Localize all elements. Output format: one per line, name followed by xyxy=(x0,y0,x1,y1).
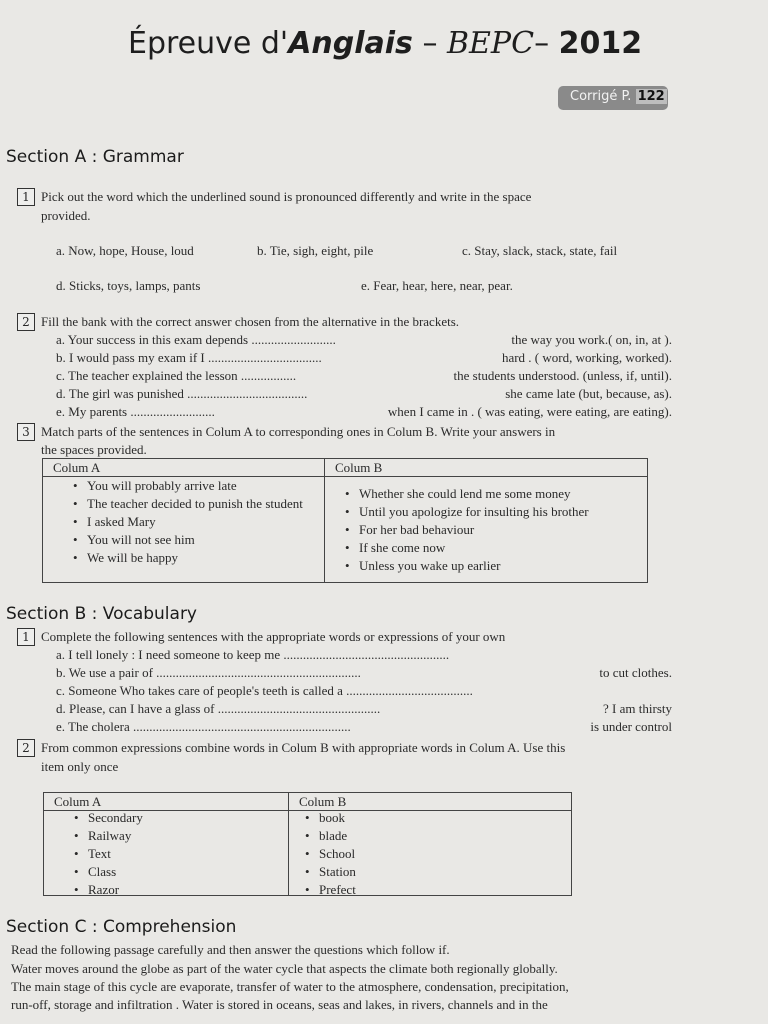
question-number-a2: 2 xyxy=(17,313,35,331)
question-b2-text-cont: item only once xyxy=(41,759,119,774)
question-a2-text: Fill the bank with the correct answer chosen from the alternative in the brackets. xyxy=(41,314,460,329)
matching-table-a3 xyxy=(42,458,648,583)
question-b1-items xyxy=(56,646,672,736)
section-a-title: Section A : Grammar xyxy=(6,147,184,167)
list-item: • Prefect xyxy=(305,881,567,899)
list-item: d. The girl was punished ..................................... she came late (but, because, as). xyxy=(56,386,672,401)
column-a-cells xyxy=(43,477,325,582)
list-item: • Station xyxy=(305,863,567,881)
section-b-title: Section B : Vocabulary xyxy=(6,604,197,624)
list-item: e. My parents .......................... when I came in . ( was eating, were eating, are eating). xyxy=(56,404,672,419)
section-c-title: Section C : Comprehension xyxy=(6,917,237,937)
list-item: b. I would pass my exam if I ................................... hard . ( word, working, worked). xyxy=(56,350,672,365)
matching-table-b2 xyxy=(43,792,572,896)
list-item: b. We use a pair of ............................................................... to cut clothes. xyxy=(56,665,672,680)
option-a1-d: d. Sticks, toys, lamps, pants xyxy=(56,278,201,293)
list-item: a. I tell lonely : I need someone to keep me ................................................... xyxy=(56,647,450,662)
list-item: • For her bad behaviour xyxy=(345,521,643,539)
column-b-cells xyxy=(289,811,571,895)
comprehension-intro: Read the following passage carefully and then answer the questions which follow if. xyxy=(11,942,450,957)
list-item: • Razor xyxy=(74,881,284,899)
option-a1-a: a. Now, hope, House, loud xyxy=(56,243,194,258)
list-item: • blade xyxy=(305,827,567,845)
passage-line: Water moves around the globe as part of the water cycle that aspects the climate both regionally globally. xyxy=(11,961,558,976)
question-number-b1: 1 xyxy=(17,628,35,646)
list-item: • You will not see him xyxy=(73,531,320,549)
list-item: • Railway xyxy=(74,827,284,845)
question-b2-text: From common expressions combine words in Colum B with appropriate words in Colum A. Use this xyxy=(41,740,566,755)
list-item: • You will probably arrive late xyxy=(73,477,320,495)
list-item: c. The teacher explained the lesson ................. the students understood. (unless, if, until). xyxy=(56,368,672,383)
question-a3-text: Match parts of the sentences in Colum A to corresponding ones in Colum B. Write your answers in xyxy=(41,424,556,439)
question-number-a1: 1 xyxy=(17,188,35,206)
passage-line: The main stage of this cycle are evaporate, transfer of water to the atmosphere, condensation, precipitation, xyxy=(11,979,569,994)
list-item: • Text xyxy=(74,845,284,863)
question-number-b2: 2 xyxy=(17,739,35,757)
option-a1-b: b. Tie, sigh, eight, pile xyxy=(257,243,374,258)
title-exam: BEPC xyxy=(446,26,535,61)
option-a1-c: c. Stay, slack, stack, state, fail xyxy=(462,243,618,258)
list-item: • Secondary xyxy=(74,809,284,827)
list-item: • We will be happy xyxy=(73,549,320,567)
column-a-header: Colum A xyxy=(44,793,289,810)
column-a-header: Colum A xyxy=(43,459,325,476)
list-item: • The teacher decided to punish the student xyxy=(73,495,320,513)
list-item: • Whether she could lend me some money xyxy=(345,485,643,503)
title-separator-2: – xyxy=(534,26,559,61)
passage-line: run-off, storage and infiltration . Water is stored in oceans, seas and lakes, in rivers, channels and in the xyxy=(11,997,548,1012)
title-subject: Anglais xyxy=(288,26,413,61)
corrige-page: 122 xyxy=(637,89,665,104)
column-a-cells xyxy=(44,811,289,895)
list-item: • Until you apologize for insulting his brother xyxy=(345,503,643,521)
column-b-header: Colum B xyxy=(335,460,383,475)
list-item: d. Please, can I have a glass of .................................................. ? I am thirsty xyxy=(56,701,672,716)
corrige-label: Corrigé P. xyxy=(570,89,632,104)
list-item: • I asked Mary xyxy=(73,513,320,531)
list-item: • Unless you wake up earlier xyxy=(345,557,643,575)
list-item: • School xyxy=(305,845,567,863)
question-a2-items xyxy=(56,331,672,421)
column-b-header: Colum B xyxy=(299,794,347,809)
list-item: • Class xyxy=(74,863,284,881)
option-a1-e: e. Fear, hear, here, near, pear. xyxy=(361,278,513,293)
title-year: 2012 xyxy=(558,26,643,61)
question-a3-text-cont: the spaces provided. xyxy=(41,442,147,457)
title-prefix: Épreuve d' xyxy=(128,26,289,61)
question-b1-text: Complete the following sentences with the appropriate words or expressions of your own xyxy=(41,629,506,644)
list-item: e. The cholera ................................................................... is under control xyxy=(56,719,672,734)
question-number-a3: 3 xyxy=(17,423,35,441)
list-item: • book xyxy=(305,809,567,827)
exam-title xyxy=(128,26,688,70)
corrige-badge xyxy=(558,86,668,110)
column-b-cells xyxy=(325,477,647,582)
question-a1-text-cont: provided. xyxy=(41,208,91,223)
title-separator: – xyxy=(412,26,447,61)
question-a1-text: Pick out the word which the underlined sound is pronounced differently and write in the space xyxy=(41,189,532,204)
list-item: a. Your success in this exam depends .......................... the way you work.( on, in, at ). xyxy=(56,332,672,347)
list-item: c. Someone Who takes care of people's teeth is called a ....................................... xyxy=(56,683,473,698)
list-item: • If she come now xyxy=(345,539,643,557)
